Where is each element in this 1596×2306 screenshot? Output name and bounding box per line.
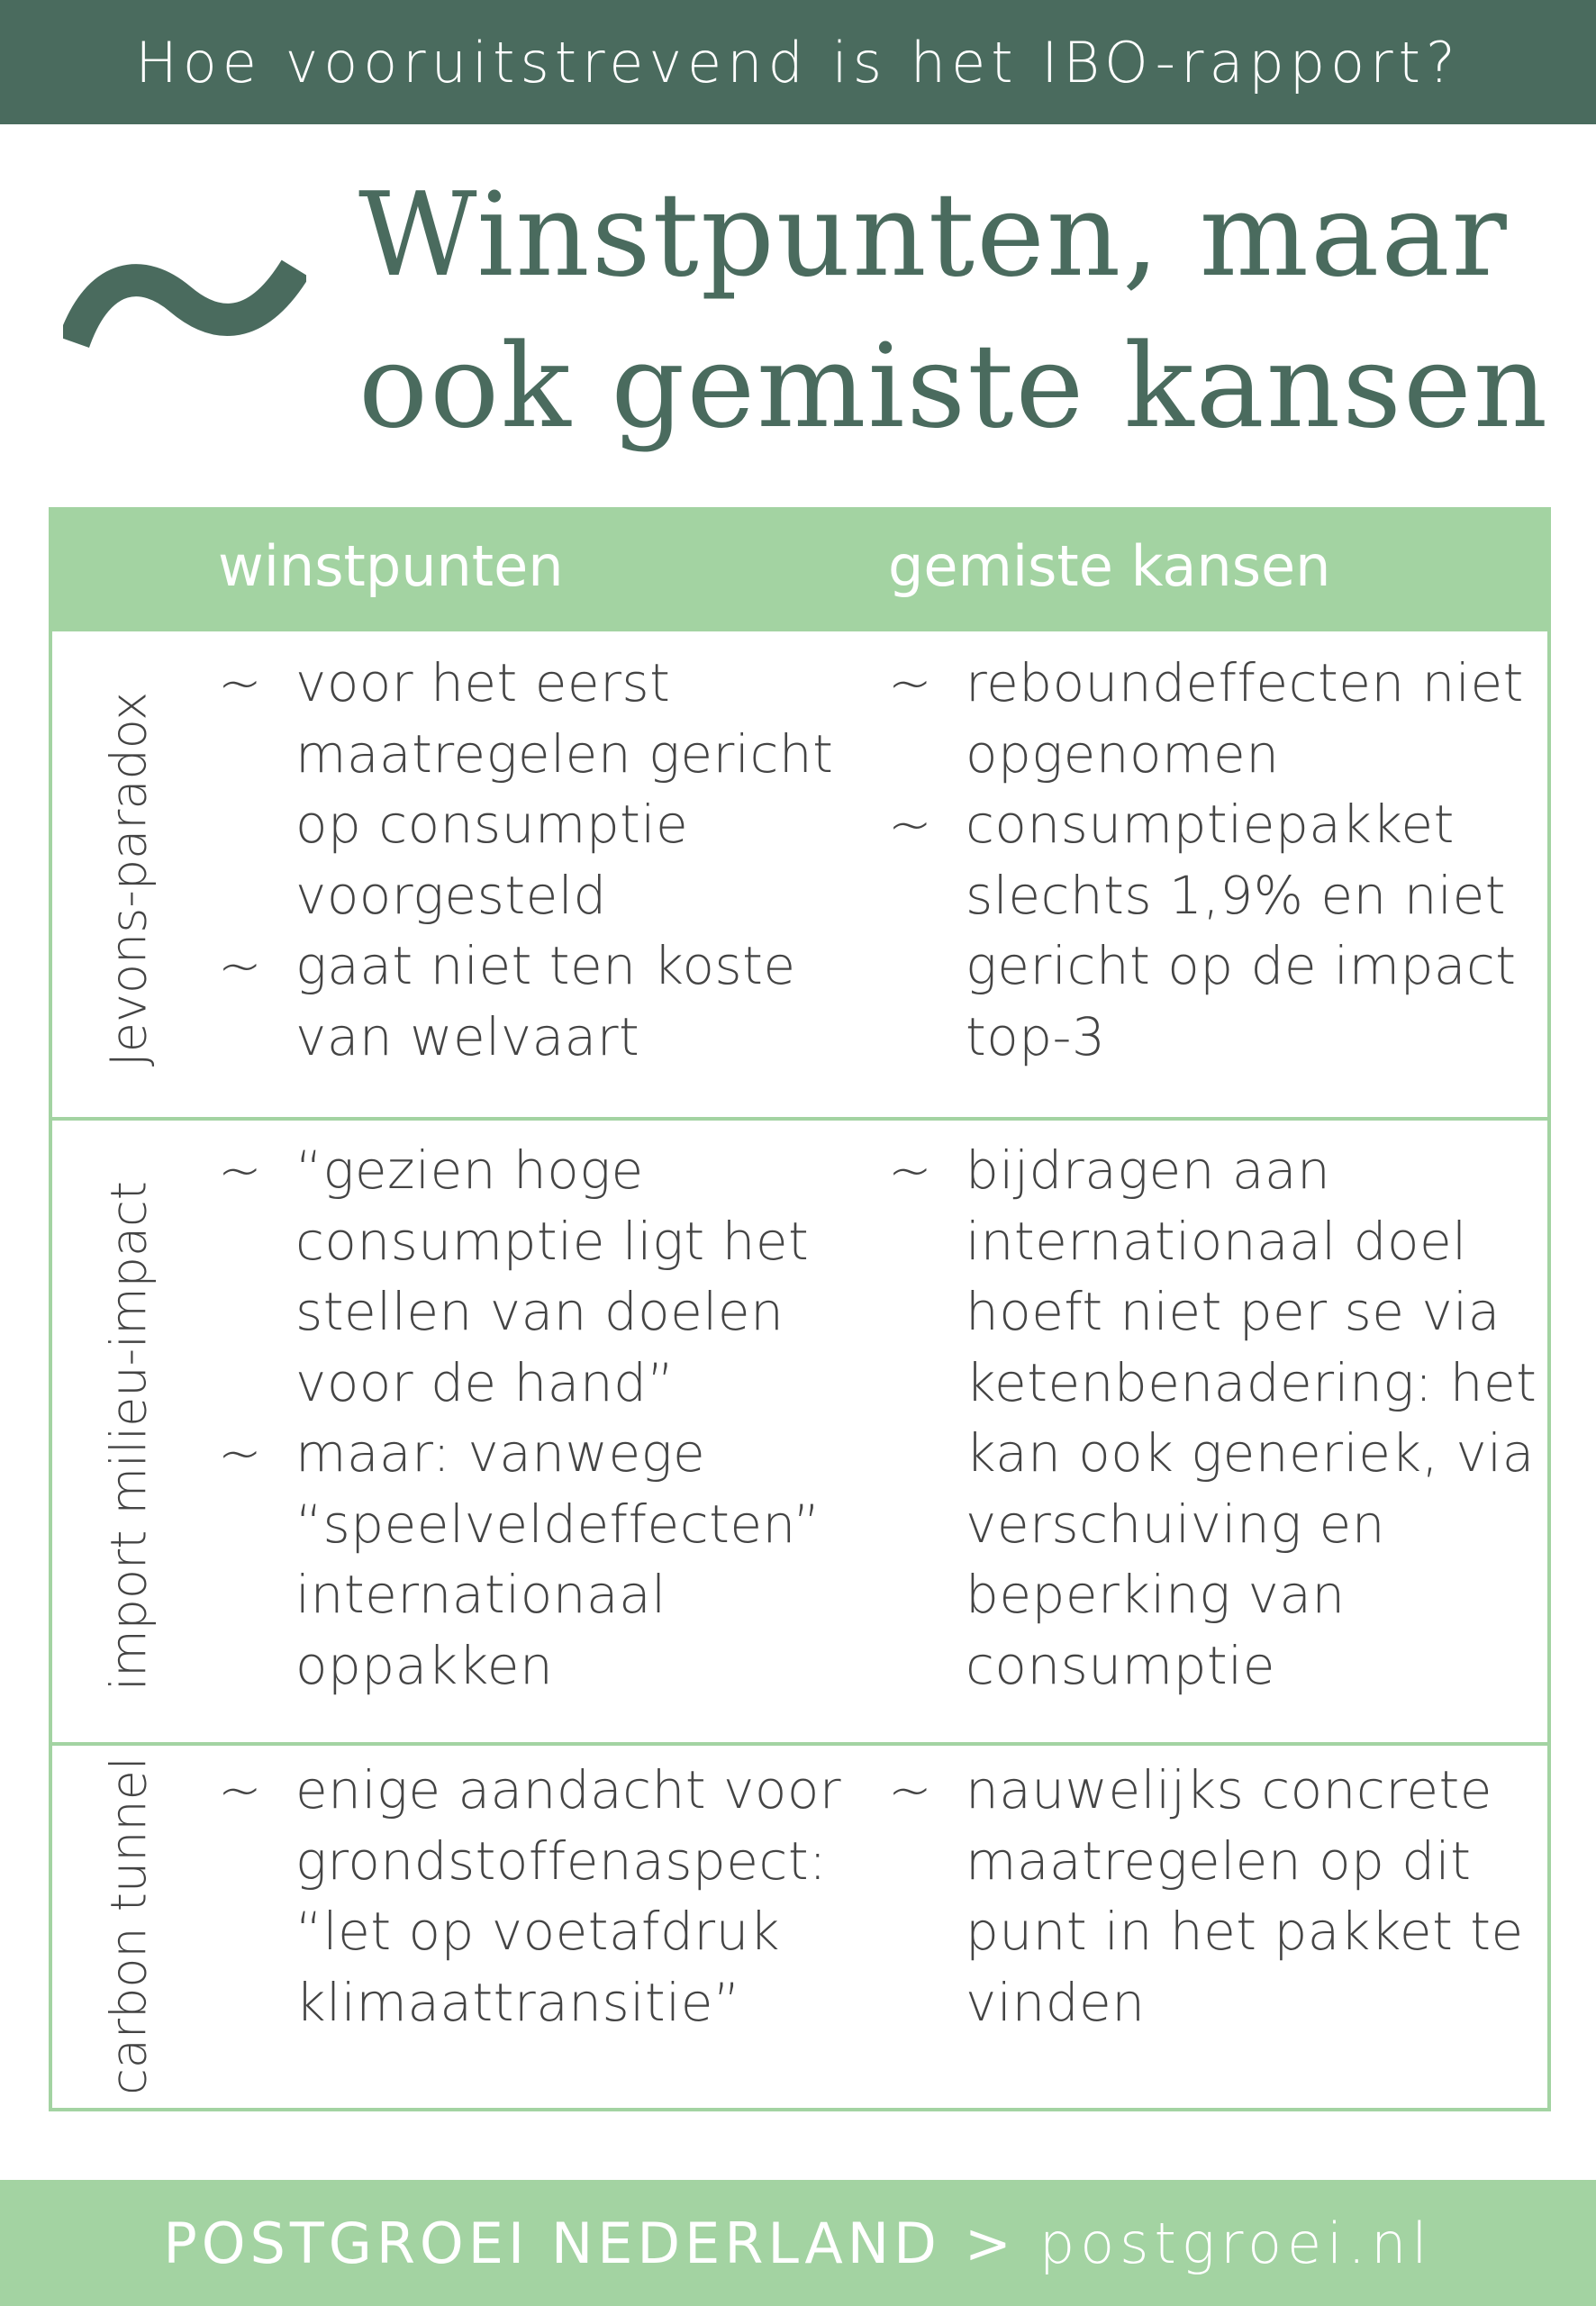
table-header: [52, 511, 1547, 631]
page-title: [358, 160, 1565, 463]
list-item: [888, 1755, 1537, 2038]
text-line: nauwelijks concrete: [966, 1759, 1492, 1820]
tilde-bullet-icon: ~: [218, 652, 263, 713]
text-line: “speelveldeffecten”: [295, 1493, 821, 1555]
text-line: ketenbenadering: het: [966, 1351, 1537, 1413]
table-row-import: [52, 1117, 1547, 1742]
list-item: [888, 648, 1537, 789]
text-line: stellen van doelen: [295, 1281, 784, 1342]
banner-question: Hoe vooruitstrevend is het IBO-rapport?: [135, 29, 1461, 95]
text-line: “let op voetafdruk: [295, 1901, 780, 1962]
missed-cell: [888, 1135, 1537, 1701]
text-line: punt in het pakket te: [966, 1901, 1524, 1962]
text-line: verschuiving en: [966, 1493, 1385, 1555]
text-line: top-3: [966, 1005, 1106, 1067]
tilde-bullet-icon: ~: [218, 935, 263, 996]
text-line: opgenomen: [966, 722, 1280, 785]
list-item-text: [295, 1755, 866, 2038]
tilde-bullet-icon: ~: [888, 1759, 933, 1820]
footer: [0, 2180, 1596, 2306]
text-line: reboundeffecten niet: [966, 652, 1524, 713]
gains-cell: [218, 1135, 866, 1701]
missed-cell: [888, 1755, 1537, 2038]
list-item: [218, 648, 866, 931]
list-item: [888, 789, 1537, 1072]
text-line: consumptie ligt het: [295, 1210, 810, 1272]
title-line-2: ook gemiste kansen: [358, 320, 1550, 454]
column-header-missed: gemiste kansen: [888, 533, 1331, 599]
text-line: internationaal: [295, 1564, 667, 1625]
list-item-text: [966, 789, 1537, 1072]
tilde-bullet-icon: ~: [888, 652, 933, 713]
text-line: consumptiepakket: [966, 794, 1455, 855]
text-line: hoeft niet per se via: [966, 1281, 1501, 1342]
comparison-table: [49, 507, 1551, 2111]
list-item-text: [295, 648, 866, 931]
list-item-text: [966, 1135, 1537, 1701]
tilde-icon: [63, 243, 306, 360]
text-line: beperking van: [966, 1564, 1346, 1625]
text-line: maatregelen gericht: [295, 722, 834, 785]
gains-cell: [218, 648, 866, 1072]
list-item-text: [295, 1418, 866, 1701]
top-banner: [0, 0, 1596, 124]
text-line: “gezien hoge: [295, 1139, 644, 1201]
list-item: [218, 1755, 866, 2038]
text-line: gaat niet ten koste: [295, 935, 796, 996]
gains-cell: [218, 1755, 866, 2038]
table-row-jevons: [52, 631, 1547, 1117]
tilde-bullet-icon: ~: [888, 1139, 933, 1201]
text-line: gericht op de impact: [966, 935, 1517, 996]
list-item-text: [295, 1135, 866, 1418]
list-item: [218, 1418, 866, 1701]
tilde-bullet-icon: ~: [218, 1139, 263, 1201]
text-line: vinden: [966, 1971, 1146, 2033]
footer-url[interactable]: postgroei.nl: [1038, 2210, 1433, 2276]
text-line: consumptie: [966, 1634, 1275, 1696]
row-label-text: Jevons-paradox: [100, 691, 158, 1067]
text-line: klimaattransitie”: [295, 1971, 741, 2033]
footer-separator: >: [964, 2210, 1016, 2276]
text-line: maar: vanwege: [295, 1422, 706, 1484]
text-line: oppakken: [295, 1634, 554, 1696]
list-item: [888, 1135, 1537, 1701]
row-label-text: import milieu-impact: [100, 1181, 158, 1691]
tilde-bullet-icon: ~: [218, 1422, 263, 1484]
text-line: voor het eerst: [295, 652, 671, 713]
tilde-bullet-icon: ~: [888, 794, 933, 855]
text-line: slechts 1,9% en niet: [966, 864, 1507, 926]
text-line: bijdragen aan: [966, 1139, 1331, 1201]
tilde-bullet-icon: ~: [218, 1759, 263, 1820]
list-item-text: [295, 931, 866, 1072]
text-line: op consumptie: [295, 794, 689, 855]
row-label-text: carbon tunnel: [100, 1757, 158, 2095]
text-line: voor de hand”: [295, 1351, 675, 1413]
missed-cell: [888, 648, 1537, 1072]
text-line: maatregelen op dit: [966, 1829, 1472, 1892]
text-line: voorgesteld: [295, 864, 607, 926]
column-header-gains: winstpunten: [218, 533, 564, 599]
text-line: internationaal doel: [966, 1210, 1467, 1272]
list-item-text: [966, 648, 1537, 789]
footer-organization: POSTGROEI NEDERLAND: [163, 2210, 941, 2276]
table-row-carbon: [52, 1742, 1547, 2108]
text-line: grondstoffenaspect:: [295, 1829, 828, 1892]
list-item: [218, 931, 866, 1072]
text-line: kan ook generiek, via: [966, 1422, 1535, 1484]
text-line: enige aandacht voor: [295, 1759, 842, 1820]
text-line: van welvaart: [295, 1005, 640, 1067]
list-item: [218, 1135, 866, 1418]
title-line-1: Winstpunten, maar: [358, 168, 1509, 303]
list-item-text: [966, 1755, 1537, 2038]
